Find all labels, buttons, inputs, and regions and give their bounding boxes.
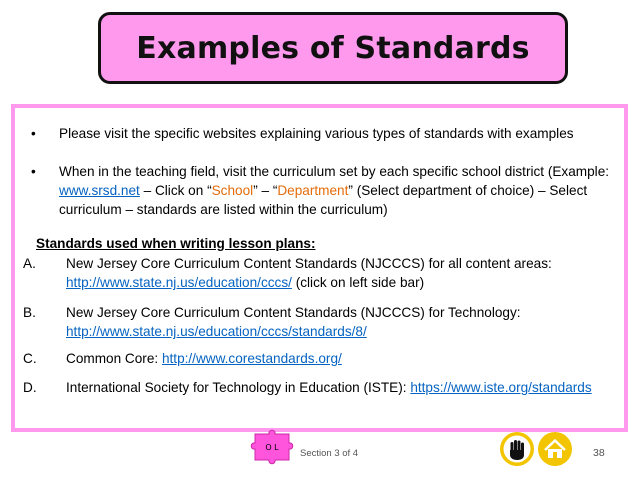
highlighted-term: Department — [277, 183, 349, 198]
bullet-2 — [31, 162, 616, 219]
stop-hand-icon[interactable] — [499, 431, 535, 467]
item-letter: B. — [23, 305, 36, 320]
url-link[interactable]: www.srsd.net — [59, 183, 140, 198]
url-link[interactable]: https://www.iste.org/standards — [410, 380, 592, 395]
standard-item-a — [23, 254, 616, 292]
text-run: New Jersey Core Curriculum Content Standards (NJCCCS) for all content areas: — [66, 256, 552, 271]
page-number: 38 — [593, 447, 605, 459]
puzzle-icon — [249, 426, 299, 466]
item-letter: D. — [23, 380, 37, 395]
text-run: International Society for Technology in Education (ISTE): — [66, 380, 411, 395]
standards-heading: Standards used when writing lesson plans: — [36, 236, 316, 251]
text-run: Common Core: — [66, 351, 162, 366]
item-letter: A. — [23, 256, 36, 271]
url-link[interactable]: http://www.corestandards.org/ — [161, 351, 342, 366]
item-text — [66, 254, 616, 292]
item-text — [66, 349, 616, 368]
text-run: When in the teaching field, visit the curriculum set by each specific school district (Example: — [59, 164, 610, 179]
standard-item-c — [23, 349, 616, 368]
slide-title: Examples of Standards — [136, 30, 530, 66]
text-run: ” – “ — [253, 183, 278, 198]
standard-item-b — [23, 303, 616, 341]
content-panel — [11, 104, 628, 432]
bullet-1 — [31, 124, 616, 143]
text-run: – Click on “ — [139, 183, 212, 198]
title-banner — [98, 12, 568, 84]
bullet-text — [59, 124, 616, 143]
standard-item-d — [23, 378, 616, 397]
text-run: New Jersey Core Curriculum Content Standards (NJCCCS) for Technology: — [66, 305, 521, 320]
item-text — [66, 378, 616, 397]
text-run: (click on left side bar) — [291, 275, 425, 290]
text-run: ” (Select department of choice) – Select curriculum – standards are listed within the curriculum) — [59, 183, 588, 217]
section-indicator: Section 3 of 4 — [300, 448, 359, 459]
url-link[interactable]: http://www.state.nj.us/education/cccs/standards/8/ — [66, 324, 367, 339]
item-letter: C. — [23, 351, 37, 366]
bullet-text — [59, 162, 616, 219]
text-run: Please visit the specific websites explaining various types of standards with examples — [59, 126, 574, 141]
home-icon[interactable] — [537, 431, 573, 467]
puzzle-label: O L — [265, 443, 279, 452]
url-link[interactable]: http://www.state.nj.us/education/cccs/ — [66, 275, 292, 290]
bullet-dot: • — [31, 164, 36, 179]
item-text — [66, 303, 616, 341]
bullet-dot: • — [31, 126, 36, 141]
highlighted-term: School — [211, 183, 254, 198]
